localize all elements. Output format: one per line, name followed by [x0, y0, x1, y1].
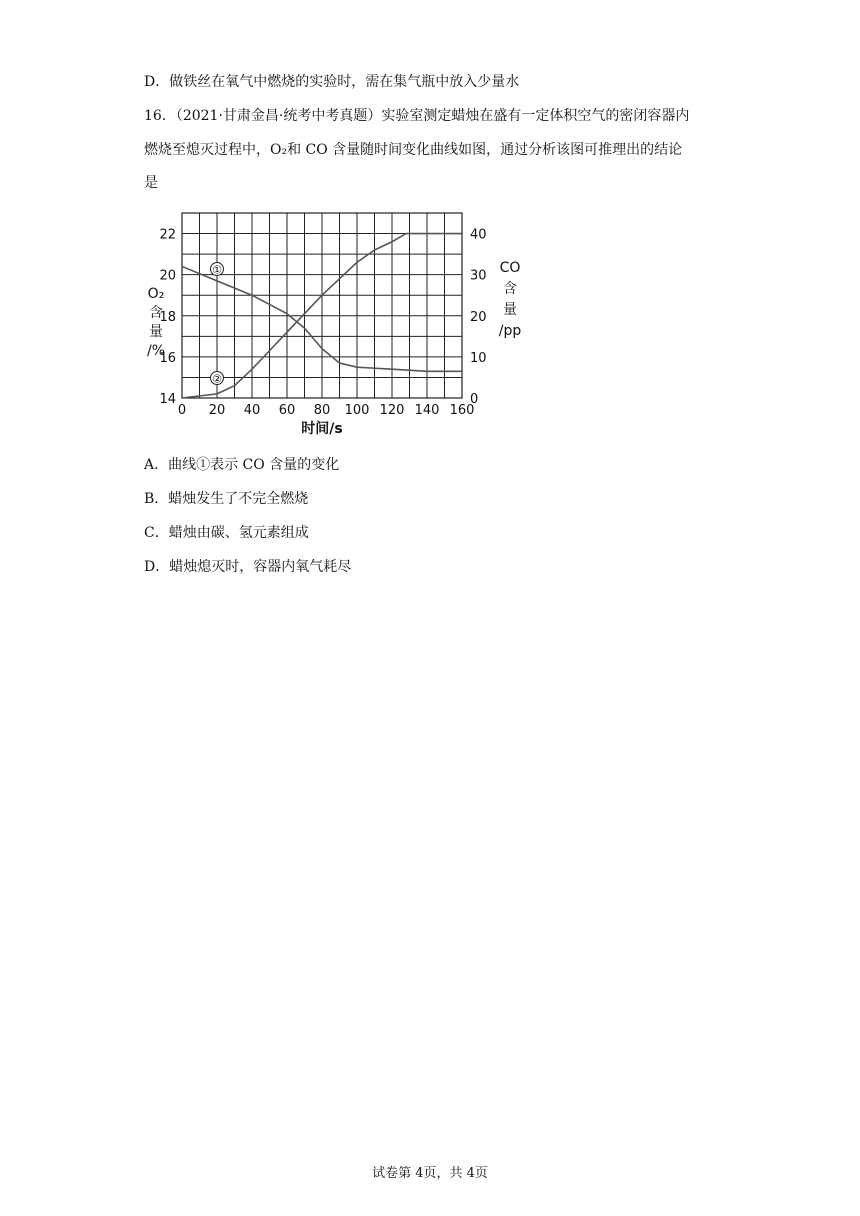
option-c[interactable]: C．蜡烛由碳、氢元素组成 [144, 525, 309, 541]
page-footer: 试卷第 4页，共 4页 [372, 1166, 488, 1181]
y-right-tick-label: 40 [470, 227, 487, 243]
x-tick-label: 40 [243, 403, 261, 418]
curve-marker-label: ① [212, 263, 222, 277]
y-left-tick-label: 18 [159, 309, 176, 325]
question-16-line2: 燃烧至熄灭过程中，O₂和 CO 含量随时间变化曲线如图，通过分析该图可推理出的结论 [144, 142, 683, 158]
y-right-axis-label: 量 [503, 302, 517, 318]
x-tick-label: 140 [414, 403, 440, 418]
question-16-line3: 是 [144, 175, 158, 191]
y-right-axis-label: 含 [503, 281, 517, 297]
y-right-tick-label: 20 [470, 309, 487, 325]
o2-co-chart [142, 208, 542, 444]
y-left-axis-label: /% [146, 343, 166, 359]
x-tick-label: 100 [344, 403, 370, 418]
previous-option-d: D．做铁丝在氧气中燃烧的实验时，需在集气瓶中放入少量水 [144, 74, 520, 90]
x-tick-label: 60 [278, 403, 296, 418]
question-text: 实验室测定蜡烛在盛有一定体积空气的密闭容器内 [381, 108, 690, 124]
x-tick-label: 80 [313, 403, 331, 418]
y-left-tick-label: 20 [159, 268, 176, 284]
y-right-tick-label: 10 [470, 350, 487, 366]
y-left-tick-label: 16 [159, 350, 176, 366]
y-left-tick-label: 22 [159, 227, 176, 243]
y-right-axis-label: /pp [498, 323, 522, 339]
y-right-axis-label: CO [499, 260, 521, 276]
option-d[interactable]: D．蜡烛熄灭时，容器内氧气耗尽 [144, 559, 352, 575]
x-tick-label: 120 [379, 403, 405, 418]
option-a[interactable]: A．曲线①表示 CO 含量的变化 [144, 457, 340, 473]
y-left-axis-label: 含 [149, 305, 163, 321]
y-left-axis-label: O₂ [147, 286, 165, 302]
y-right-tick-label: 0 [470, 392, 479, 407]
question-source: （2021·甘肃金昌·统考中考真题） [175, 108, 382, 124]
option-b[interactable]: B．蜡烛发生了不完全燃烧 [144, 491, 309, 507]
x-axis-label: 时间/s [301, 421, 343, 437]
x-tick-label: 0 [177, 403, 187, 418]
curve-marker-label: ② [212, 372, 222, 386]
question-16-line1 [144, 106, 689, 126]
y-right-tick-label: 30 [470, 268, 487, 284]
y-left-axis-label: 量 [149, 324, 163, 340]
question-number: 16． [144, 108, 176, 124]
y-left-tick-label: 14 [159, 392, 176, 407]
x-tick-label: 160 [449, 403, 475, 418]
x-tick-label: 20 [208, 403, 226, 418]
